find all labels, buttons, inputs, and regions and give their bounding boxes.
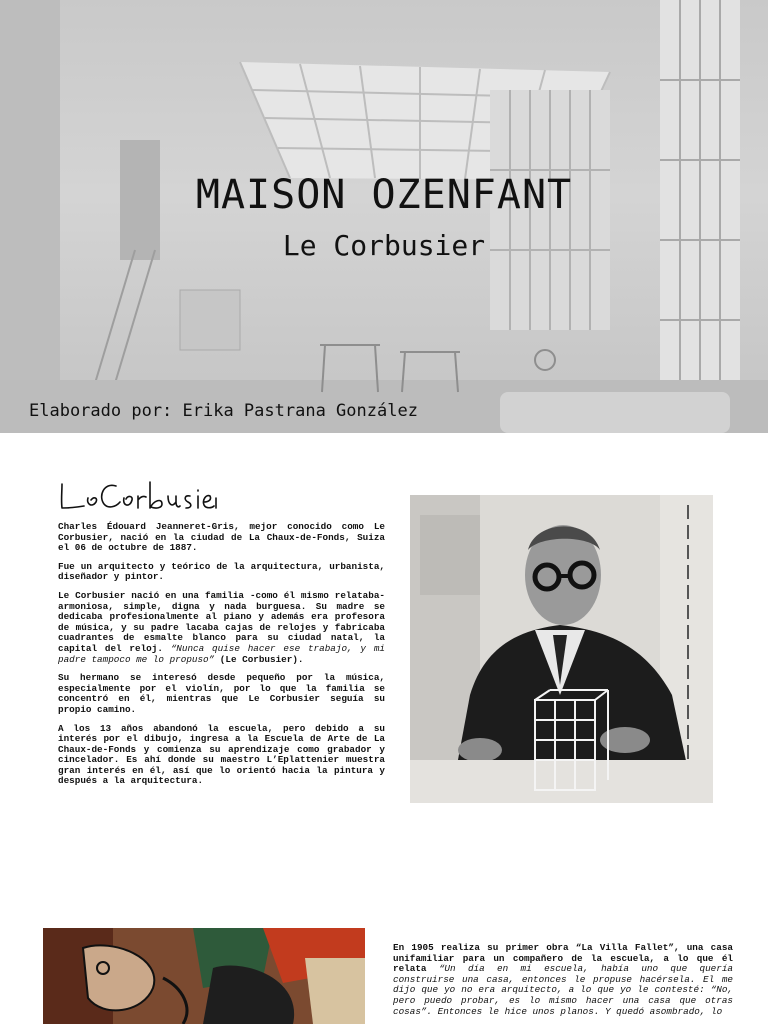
intro-paragraph: Fue un arquitecto y teórico de la arquitectura, urbanista, diseñador y pintor. xyxy=(58,560,385,583)
intro-quote-attribution: (Le Corbusier). xyxy=(214,653,304,665)
intro-text xyxy=(58,522,385,795)
intro-paragraph xyxy=(58,591,385,665)
hero-banner xyxy=(0,0,768,433)
author-credit: Elaborado por: Erika Pastrana González xyxy=(29,401,418,421)
intro-quote: “Nunca quise hacer ese trabajo, y mi padre tampoco me lo propuso” xyxy=(58,642,385,665)
portrait-photo xyxy=(410,495,713,803)
le-corbusier-signature xyxy=(58,478,218,512)
villa-fallet-quote: “Un día en mi escuela, había uno que quería construirse una casa, entonces le propuse hacérsela. El me dijo que yo no era arquitecto, a lo que yo le contesté: “No, pero puedo probar, es lo mismo hacer una casa que otras cosas”. Entonces le hice unos planos. Y quedó asombrado, lo xyxy=(393,963,733,1017)
page-title: MAISON OZENFANT xyxy=(195,172,573,218)
painting-image xyxy=(43,928,365,1024)
intro-paragraph: Su hermano se interesó desde pequeño por la música, especialmente por el violín, por lo que la familia se concentró en él, mientras que Le Corbusier seguía su propio camino. xyxy=(58,672,385,715)
villa-fallet-text xyxy=(393,943,733,1017)
page-subtitle: Le Corbusier xyxy=(282,229,486,262)
intro-paragraph: Charles Édouard Jeanneret-Gris, mejor conocido como Le Corbusier, nació en la ciudad de La Chaux-de-Fonds, Suiza el 06 de octubre de 1887. xyxy=(58,521,385,554)
villa-fallet-lead: En 1905 realiza su primer obra “La Villa Fallet”, una casa unifamiliar para un compañero de la escuela, a lo que él relata xyxy=(393,942,733,975)
intro-text-span: Le Corbusier nació en una familia -como él mismo relataba- armoniosa, simple, digna y nada burguesa. Su madre se dedicaba profesionalmente al piano y además era profesora de música, y su padre lacaba cajas de relojes y fabricaba cuadrantes de esmalte blanco para su ciudad natal, la capital del reloj. xyxy=(58,589,385,654)
intro-paragraph: A los 13 años abandonó la escuela, pero debido a su interés por el dibujo, ingresa a la Escuela de Arte de La Chaux-de-Fonds y comienza su aprendizaje como grabador y cincelador. Es ahí donde su maestro L’Eplattenier muestra gran interés en él, así que lo orientó hacia la pintura y después a la arquitectura. xyxy=(58,722,385,787)
